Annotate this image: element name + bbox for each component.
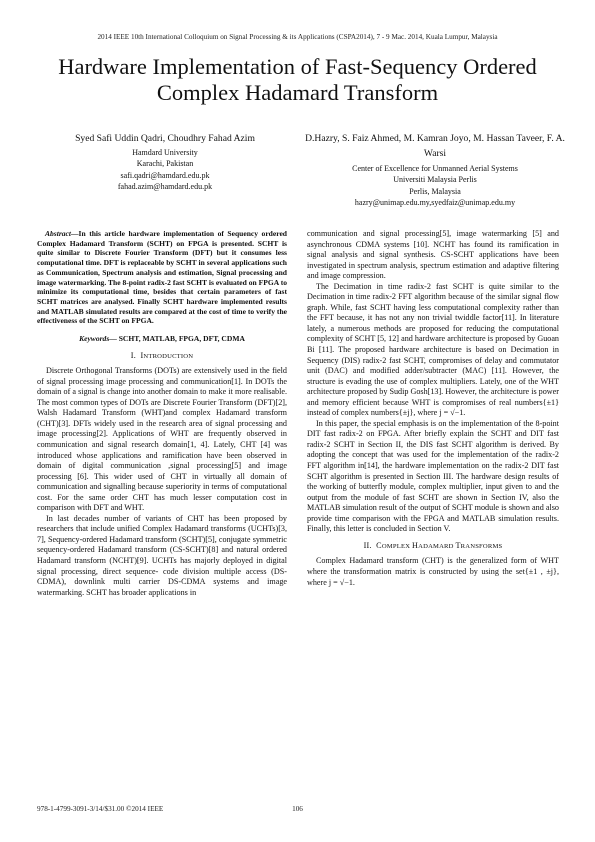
right-column [307, 229, 559, 588]
abstract [37, 229, 287, 326]
left-column [37, 229, 287, 598]
abstract-label: Abstract [45, 229, 71, 238]
keywords-text: — SCHT, MATLAB, FPGA, DFT, CDMA [109, 334, 245, 344]
keywords [37, 334, 287, 345]
section-heading-introduction [37, 351, 287, 363]
keywords-label: Keywords [79, 334, 110, 344]
affiliation-line: Perlis, Malaysia [409, 186, 461, 196]
author-email: hazry@unimap.edu.my,syedfaiz@unimap.edu.my [354, 198, 516, 208]
section-title-rest: OMPLEX [381, 542, 413, 550]
author-email: fahad.azim@hamdard.edu.pk [117, 182, 213, 192]
author-names-left: Syed Safi Uddin Qadri, Choudhry Fahad Azim [75, 133, 255, 144]
body-paragraph: The Decimation in time radix-2 fast SCHT is quite similar to the Decimation in time radix-2 FFT algorithm because of the similar signal flow graph. While, fast SCHT having less computational complexity rather than the FFT because, it has not any non trivial twiddle factor[11]. In literature lately, a numerous methods are proposed for reducing the computational complexity of SCHT [5, 12] and hardware architecture is proposed by Guoan Bi [11]. The proposed hardware architecture is based on Decimation in Sequency (DIS) radix-2 fast SCHT, compromises of delay and commutator unit (DAC) and modified adder/subtracter (MAC) [11]. However, the structure is evading the use of complex multipliers. Lately, one of the WHT architecture proposed by Sudip Gosh[13]. However, the architecture is power and memory efficient because WHT is compromises of real numbers{±1} instead of complex numbers{±j}, where j = √−1. [307, 281, 559, 418]
section-number: II. [363, 540, 372, 550]
section-initial: C [376, 540, 382, 550]
affiliation-line: Karachi, Pakistan [136, 159, 194, 169]
conference-header: 2014 IEEE 10th International Colloquium on Signal Processing & its Applications (CSPA2014), 7 - 9 Mac. 2014, Kuala Lumpur, Malaysia [97, 33, 498, 41]
section-heading-complex-hadamard [307, 541, 559, 553]
body-paragraph: In this paper, the special emphasis is on the implementation of the 8-point DIT fast radix-2 on FPGA. After briefly explain the SCHT and DIT fast radix-2 SCHT in Section II, the DIS fast SCHT algorithm is derived. By adopting the concept that was used for the implementation of the radix-2 FFT algorithm in[14], the hardware implementation on the radix-2 DIT fast SCHT algorithm is presented in Section III. The hardware design results of the working of butterfly module, complex multiplier, input given to and the output from the module of fast SCHT are shown in Section IV, also the MATLAB simulation result of the output of SCHT module is shown and also provide time comparison with the FPGA and MATLAB simulation results. Finally, this letter is concluded in Section V. [307, 418, 559, 534]
section-title-rest: RANSFORMS [460, 542, 503, 550]
paper-title: Hardware Implementation of Fast-Sequency Ordered Complex Hadamard Transform [58, 54, 537, 105]
affiliation-line: Universiti Malaysia Perlis [393, 175, 477, 185]
section-number: I. [130, 350, 136, 360]
section-title-rest: ADAMARD [418, 542, 456, 550]
author-block-right [305, 132, 565, 209]
affiliation-line: Hamdard University [132, 148, 198, 157]
body-paragraph: communication and signal processing[5], image watermarking [5] and asynchronous CDMA systems [10]. NCHT has found its ramification in signal analysis and signal synthesis. CS-SCHT applications have been investigated in spectrum analysis, spectrum estimation and adaptive filtering and image compression. [307, 229, 559, 281]
author-email: safi.qadri@hamdard.edu.pk [120, 170, 210, 180]
section-initial: I [140, 350, 144, 360]
copyright-footer: 978-1-4799-3091-3/14/$31.00 ©2014 IEEE [37, 805, 164, 813]
body-paragraph: Complex Hadamard transform (CHT) is the generalized form of WHT where the transformation matrix is constructed by using the set{±1 , ±j}, where j = √−1. [307, 556, 559, 587]
affiliation-line: Center of Excellence for Unmanned Aerial Systems [352, 164, 518, 173]
author-block-left [40, 132, 290, 193]
body-paragraph: In last decades number of variants of CHT has been proposed by researchers that include unified Complex Hadamard transforms (UCHTs)[3, 7], Sequency-ordered Hadamard transform (SCHT)[5], conjugate symmetric sequency-ordered Hadamard transform (CS-SCHT)[8] and natural ordered Hadamard transform (NCHT)[9]. UCHTs has majorly deployed in digital signal processing, direct sequence- code division multiple access (DS-CDMA), downlink multi carrier DS-CDMA systems and image watermarking. SCHT has broader applications in [37, 513, 287, 597]
section-title-rest: NTRODUCTION [143, 352, 194, 360]
page-number: 106 [292, 805, 303, 813]
author-names-right: D.Hazry, S. Faiz Ahmed, M. Kamran Joyo, M. Hassan Taveer, F. A. Warsi [305, 133, 565, 159]
section-initial: H [412, 540, 419, 550]
section-initial: T [455, 540, 461, 550]
abstract-text: —In this article hardware implementation of Sequency ordered Complex Hadamard Transform (SCHT) on FPGA is presented. SCHT is quite similar to Discrete Fourier Transform (DFT) but it consumes less computational time. DFT is replaceable by SCHT in several applications such as Communication, Spectrum analysis and estimation, Signal processing and image watermarking. The 8-point radix-2 fast SCHT is evaluated on FPGA to minimize its computational time, besides that certain parameters of fast SCHT matrices are analysed. Finally SCHT hardware implemented results and MATLAB simulated results are compared at the cost of time to verify the effectiveness of the SCHT on FPGA. [37, 229, 287, 326]
body-paragraph: Discrete Orthogonal Transforms (DOTs) are extensively used in the field of signal processing image processing and communication[1]. In DOTs the domain of a signal is change into another domain to make it more realisable. The most common types of DOTs are Discrete Fourier Transform (DFT)[2], Walsh Hadamard Transform (WHT)and complex Hadamard transform (CHT)[3]. DFTs widely used in the research area of signal processing and image processing[2]. Applications of WHT are frequently observed in communication and signal research domain[1, 4]. Lately, CHT [4] was introduced whose applications and ramification have been observed in domain of digital communication ,signal processing[5] and image processing [6]. This wider used of CHT in virtually all domain of communication and signalling because superiority in terms of computational cost. For the same order CHT has much lesser computation cost in comparison with DFT and WHT. [37, 366, 287, 513]
